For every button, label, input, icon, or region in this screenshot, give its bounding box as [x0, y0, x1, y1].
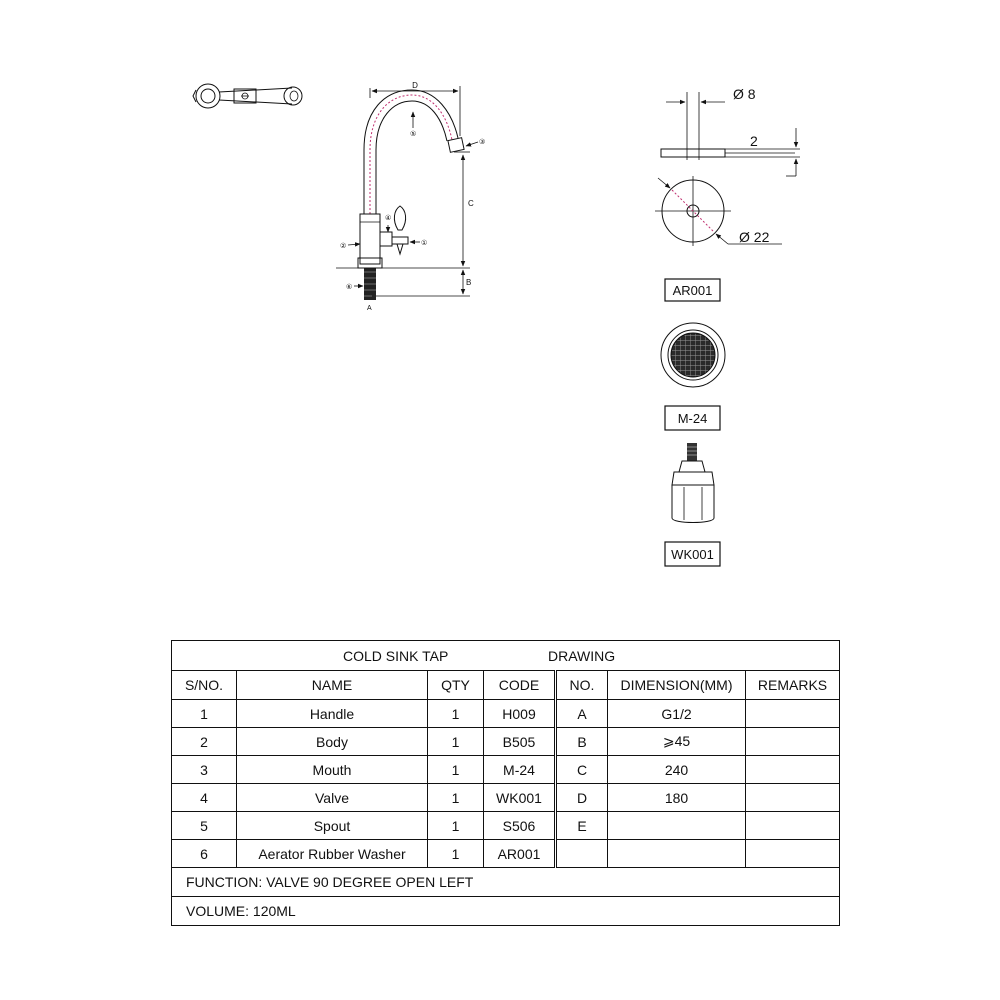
function-text: FUNCTION: VALVE 90 DEGREE OPEN LEFT [172, 868, 840, 897]
cell-no: D [556, 784, 608, 812]
table-row [172, 756, 840, 784]
header-remarks: REMARKS [746, 671, 840, 700]
cell-name: Mouth [237, 756, 428, 784]
cell-sno: 5 [172, 812, 237, 840]
cell-no: C [556, 756, 608, 784]
cell-dimension: ⩾45 [608, 728, 746, 756]
dim-b-label: B [466, 278, 472, 287]
cell-qty: 1 [428, 728, 484, 756]
header-code: CODE [484, 671, 556, 700]
cell-sno: 1 [172, 700, 237, 728]
cell-no: B [556, 728, 608, 756]
cell-name: Aerator Rubber Washer [237, 840, 428, 868]
cell-qty: 1 [428, 840, 484, 868]
cell-qty: 1 [428, 700, 484, 728]
callout-washer: ⑥ [346, 284, 353, 291]
valve-cartridge-diagram [672, 443, 714, 523]
cell-sno: 2 [172, 728, 237, 756]
cell-remarks [746, 784, 840, 812]
cell-no [556, 840, 608, 868]
tap-side-view [336, 81, 485, 312]
cell-remarks [746, 756, 840, 784]
cell-code: M-24 [484, 756, 556, 784]
callout-body: ② [340, 243, 347, 250]
volume-text: VOLUME: 120ML [172, 897, 840, 926]
callout-handle: ① [421, 240, 428, 247]
table-row [172, 784, 840, 812]
header-qty: QTY [428, 671, 484, 700]
volume-row [172, 897, 840, 926]
cell-no: A [556, 700, 608, 728]
tap-top-view [193, 84, 302, 108]
cell-sno: 6 [172, 840, 237, 868]
table-row [172, 840, 840, 868]
label-wk001: WK001 [671, 547, 714, 562]
cell-code: B505 [484, 728, 556, 756]
dim-d-label: D [412, 81, 418, 90]
cell-code: H009 [484, 700, 556, 728]
table-subtitle: DRAWING [548, 648, 616, 664]
dim-c-label: C [468, 199, 474, 208]
hole-diameter-label: Ø 8 [733, 86, 756, 102]
mouth-mesh-diagram [661, 323, 725, 387]
parts-spec-table [171, 640, 840, 926]
cell-qty: 1 [428, 784, 484, 812]
label-m24: M-24 [677, 411, 708, 426]
cell-qty: 1 [428, 756, 484, 784]
table-row [172, 700, 840, 728]
cell-code: WK001 [484, 784, 556, 812]
callout-valve: ④ [385, 215, 392, 222]
cell-remarks [746, 728, 840, 756]
table-title: COLD SINK TAP [343, 648, 449, 664]
aerator-washer-diagram [655, 86, 800, 246]
header-dimension: DIMENSION(MM) [608, 671, 746, 700]
dim-a-label: A [367, 305, 372, 312]
cell-name: Spout [237, 812, 428, 840]
cell-sno: 4 [172, 784, 237, 812]
outer-diameter-label: Ø 22 [739, 229, 770, 245]
table-row [172, 812, 840, 840]
cell-dimension: 240 [608, 756, 746, 784]
callout-mouth: ③ [479, 139, 486, 146]
cell-code: AR001 [484, 840, 556, 868]
label-ar001: AR001 [672, 283, 713, 298]
cell-remarks [746, 700, 840, 728]
table-title-row [172, 641, 840, 671]
cell-qty: 1 [428, 812, 484, 840]
cell-code: S506 [484, 812, 556, 840]
table-row [172, 728, 840, 756]
cell-dimension [608, 840, 746, 868]
callout-spout: ⑤ [410, 131, 417, 138]
function-row [172, 868, 840, 897]
header-sno: S/NO. [172, 671, 237, 700]
cell-dimension: 180 [608, 784, 746, 812]
cell-dimension [608, 812, 746, 840]
cell-name: Valve [237, 784, 428, 812]
cell-name: Handle [237, 700, 428, 728]
cell-dimension: G1/2 [608, 700, 746, 728]
header-no: NO. [556, 671, 608, 700]
table-header-row [172, 671, 840, 700]
thickness-label: 2 [750, 133, 758, 149]
cell-name: Body [237, 728, 428, 756]
cell-no: E [556, 812, 608, 840]
cell-sno: 3 [172, 756, 237, 784]
cell-remarks [746, 840, 840, 868]
header-name: NAME [237, 671, 428, 700]
cell-remarks [746, 812, 840, 840]
